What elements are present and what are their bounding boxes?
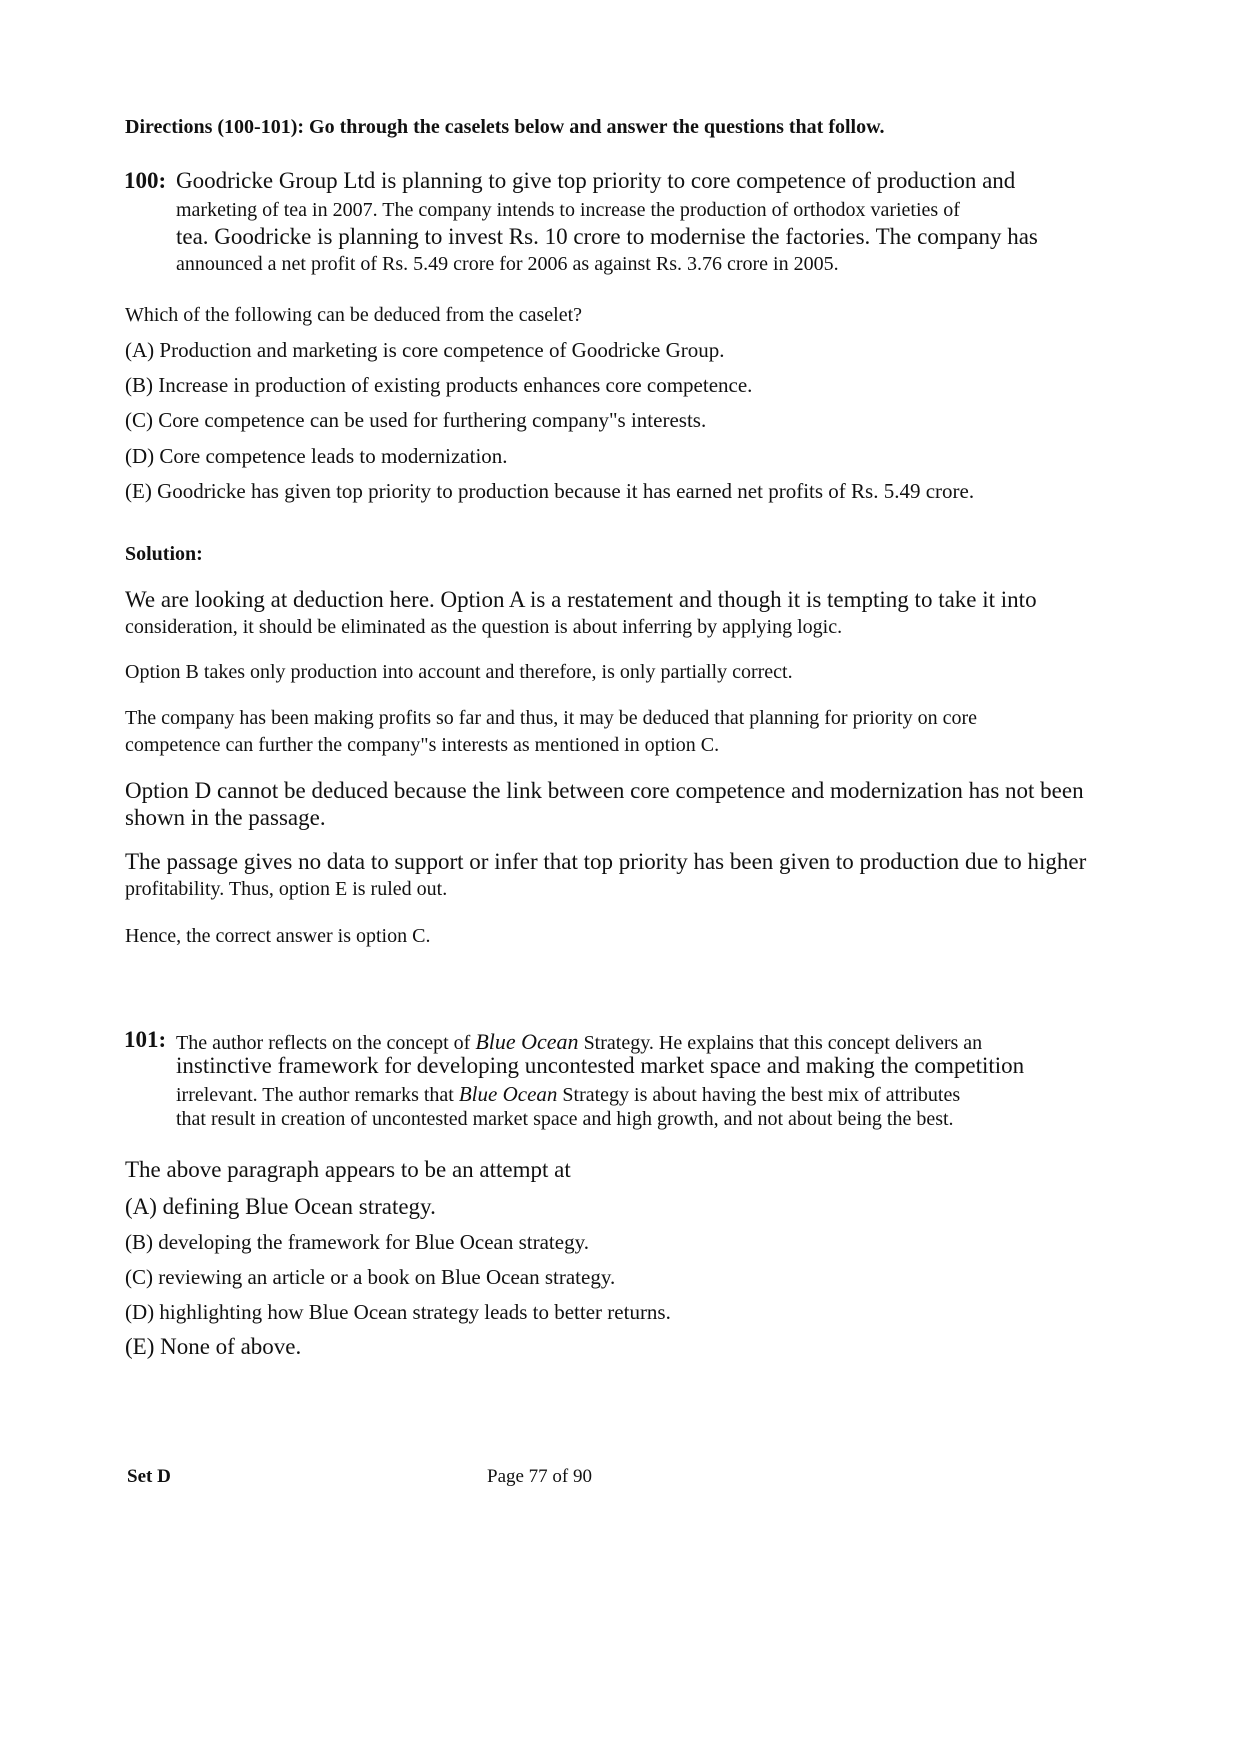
solution-line: The passage gives no data to support or infer that top priority has been given to production due to higher bbox=[125, 849, 1087, 874]
blue-ocean-term: Blue Ocean bbox=[458, 1082, 558, 1106]
footer-set-label: Set D bbox=[127, 1466, 171, 1487]
directions-heading: Directions (100-101): Go through the caselets below and answer the questions that follow. bbox=[125, 116, 885, 138]
question-100-text-line: announced a net profit of Rs. 5.49 crore for 2006 as against Rs. 3.76 crore in 2005. bbox=[176, 253, 839, 275]
solution-line: Option D cannot be deduced because the link between core competence and modernization has not been bbox=[125, 778, 1084, 803]
question-101-text-line: irrelevant. The author remarks that Blue Ocean Strategy is about having the best mix of attributes bbox=[176, 1082, 961, 1106]
blue-ocean-term: Blue Ocean bbox=[475, 1029, 579, 1054]
question-100-option-b: (B) Increase in production of existing products enhances core competence. bbox=[125, 373, 753, 397]
question-100-option-d: (D) Core competence leads to modernization. bbox=[125, 444, 508, 468]
question-100-option-e: (E) Goodricke has given top priority to production because it has earned net profits of Rs. 5.49 crore. bbox=[125, 479, 975, 503]
question-101-text-line: instinctive framework for developing uncontested market space and making the competition bbox=[176, 1053, 1025, 1078]
solution-heading: Solution: bbox=[125, 543, 203, 565]
solution-line: Option B takes only production into account and therefore, is only partially correct. bbox=[125, 661, 793, 683]
question-101-prompt: The above paragraph appears to be an attempt at bbox=[125, 1157, 571, 1182]
question-101-option-d: (D) highlighting how Blue Ocean strategy leads to better returns. bbox=[125, 1300, 671, 1324]
question-100-text-line: tea. Goodricke is planning to invest Rs. 10 crore to modernise the factories. The company has bbox=[176, 224, 1038, 249]
question-100-number: 100: bbox=[124, 168, 167, 193]
question-100-text-line: Goodricke Group Ltd is planning to give top priority to core competence of production and bbox=[176, 168, 1016, 193]
solution-line: consideration, it should be eliminated as the question is about inferring by applying logic. bbox=[125, 616, 843, 638]
solution-line: shown in the passage. bbox=[125, 805, 326, 830]
solution-answer: Hence, the correct answer is option C. bbox=[125, 925, 431, 947]
question-101-option-a: (A) defining Blue Ocean strategy. bbox=[125, 1194, 436, 1219]
question-101-text-line: that result in creation of uncontested market space and high growth, and not about being the best. bbox=[176, 1108, 954, 1130]
question-101-text-line: The author reflects on the concept of Blue Ocean Strategy. He explains that this concept delivers an bbox=[176, 1029, 983, 1054]
solution-line: The company has been making profits so far and thus, it may be deduced that planning for priority on core bbox=[125, 707, 977, 729]
question-100-prompt: Which of the following can be deduced from the caselet? bbox=[125, 304, 583, 326]
solution-line: profitability. Thus, option E is ruled out. bbox=[125, 878, 448, 900]
footer-page-number: Page 77 of 90 bbox=[487, 1466, 593, 1487]
solution-line: We are looking at deduction here. Option A is a restatement and though it is tempting to take it into bbox=[125, 587, 1037, 612]
question-101-number: 101: bbox=[124, 1027, 167, 1052]
question-101-option-e: (E) None of above. bbox=[125, 1334, 302, 1359]
question-100-text-line: marketing of tea in 2007. The company intends to increase the production of orthodox varieties of bbox=[176, 199, 960, 221]
question-100-option-c: (C) Core competence can be used for furthering company"s interests. bbox=[125, 408, 707, 432]
question-101-option-c: (C) reviewing an article or a book on Blue Ocean strategy. bbox=[125, 1265, 616, 1289]
question-101-option-b: (B) developing the framework for Blue Ocean strategy. bbox=[125, 1230, 589, 1254]
solution-line: competence can further the company"s interests as mentioned in option C. bbox=[125, 734, 720, 756]
question-100-option-a: (A) Production and marketing is core competence of Goodricke Group. bbox=[125, 338, 725, 362]
